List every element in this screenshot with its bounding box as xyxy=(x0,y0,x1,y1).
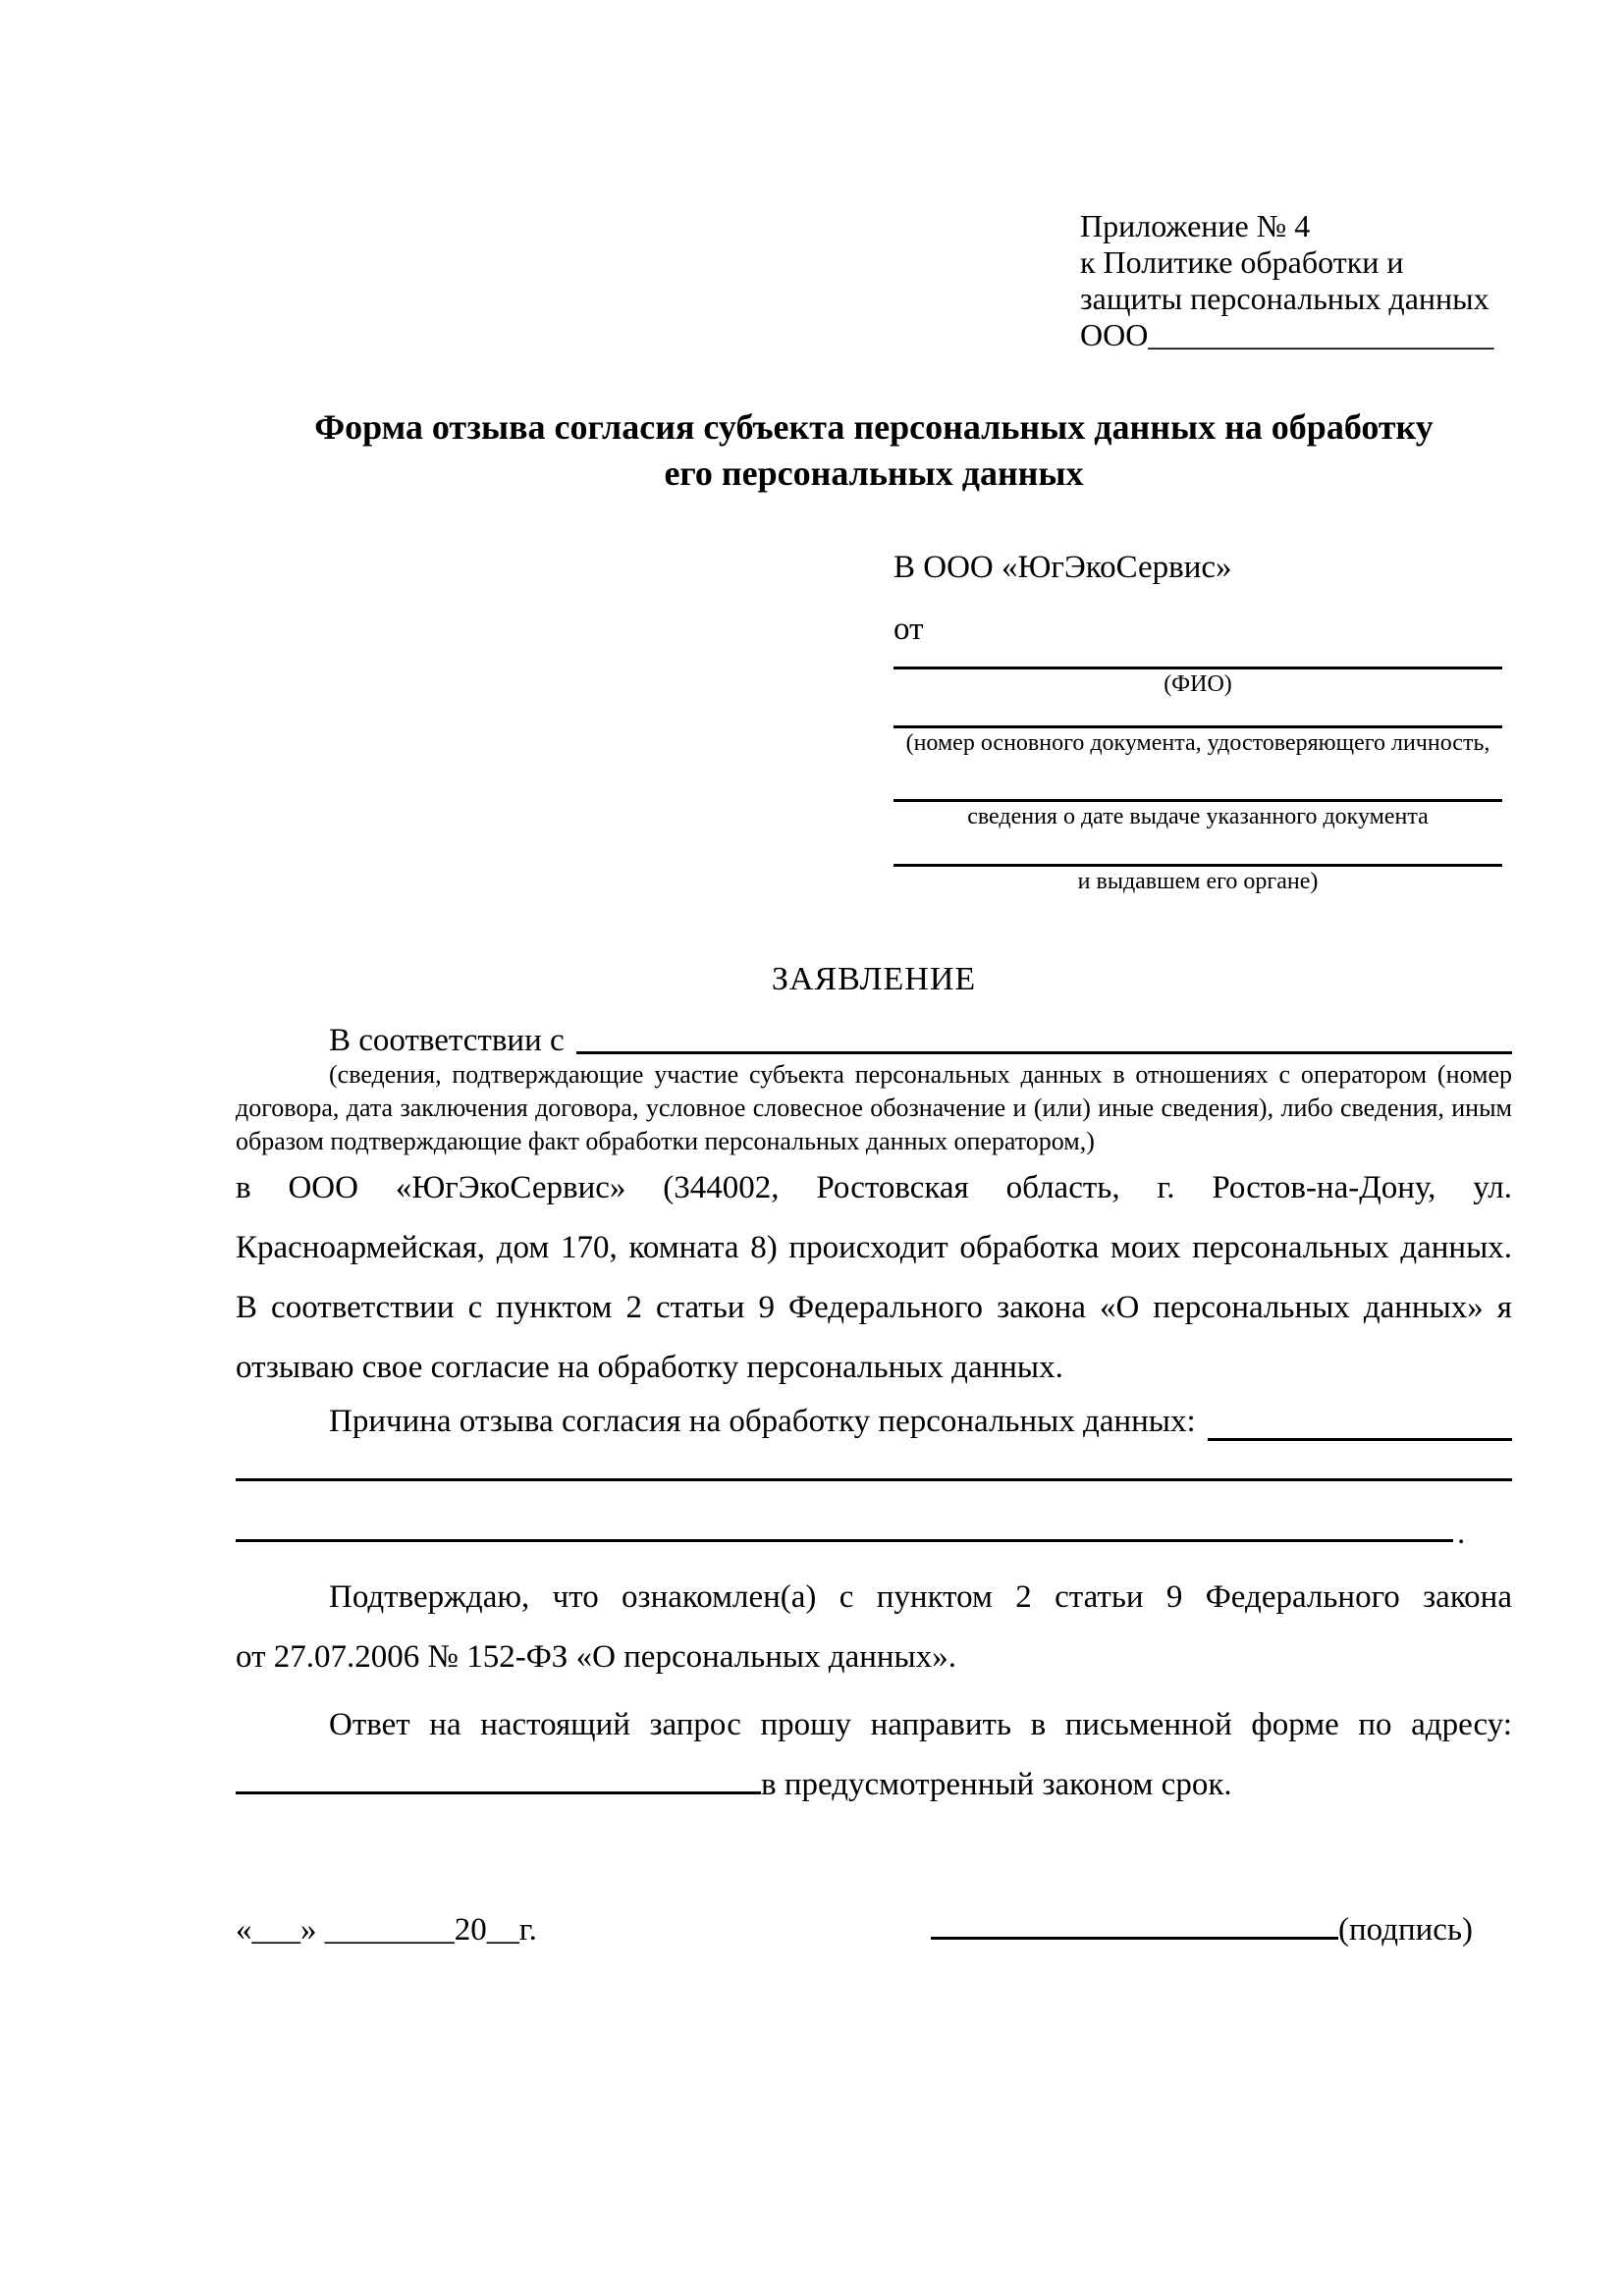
body-line-3: В соответствии с пунктом 2 статьи 9 Федерального закона «О персональных данных» я xyxy=(236,1290,1512,1325)
reason-blank-line-2[interactable] xyxy=(236,1478,1512,1481)
intro-row xyxy=(236,1021,1512,1060)
addressee-to: В ООО «ЮгЭкоСервис» xyxy=(893,550,1232,585)
title-line-2: его персональных данных xyxy=(664,454,1084,493)
issuing-authority-caption: и выдавшем его органе) xyxy=(1077,869,1319,894)
intro-footnote: (сведения, подтверждающие участие субъекта персональных данных в отношениях с оператором (номер договора, дата заключения договора, условное словесное обозначение и (или) иные сведения), либо сведения, иным образом подтверждающие факт обработки персональных данных оператором,) xyxy=(236,1060,1512,1155)
intro-blank-line[interactable] xyxy=(576,1051,1512,1054)
intro-prefix: В соответствии с xyxy=(329,1023,565,1058)
statement-heading: ЗАЯВЛЕНИЕ xyxy=(771,961,977,997)
confirm-line-2: от 27.07.2006 № 152-ФЗ «О персональных данных». xyxy=(236,1639,956,1675)
reason-blank-row-3 xyxy=(236,1516,1512,1551)
statement-body xyxy=(236,1158,1512,1398)
reason-row xyxy=(236,1394,1512,1449)
reply-suffix: в предусмотренный законом срок. xyxy=(761,1767,1232,1802)
signature-group xyxy=(931,1909,1473,1950)
reason-blank-line[interactable] xyxy=(1208,1438,1512,1441)
addressee-block xyxy=(893,550,1502,896)
reason-end-period: . xyxy=(1457,1516,1466,1551)
body-line-1: в ООО «ЮгЭкоСервис» (344002, Ростовская область, г. Ростов-на-Дону, ул. xyxy=(236,1170,1512,1205)
title-line-1: Форма отзыва согласия субъекта персональных данных на обработку xyxy=(314,407,1434,447)
body-line-2: Красноармейская, дом 170, комната 8) происходит обработка моих персональных данных. xyxy=(236,1230,1512,1265)
reason-blank-line-3[interactable] xyxy=(236,1539,1453,1542)
document-number-caption: (номер основного документа, удостоверяющего личность, xyxy=(905,730,1490,756)
confirmation-paragraph xyxy=(236,1568,1512,1687)
annex-company-blank[interactable]: ООО______________________ xyxy=(1080,317,1494,352)
from-label: от xyxy=(893,612,924,647)
confirm-line-1: Подтверждаю, что ознакомлен(а) с пунктом 2 статьи 9 Федерального закона xyxy=(329,1579,1512,1615)
annex-line-2: к Политике обработки и xyxy=(1080,244,1404,280)
annex-header xyxy=(1080,208,1512,353)
document-title xyxy=(236,404,1512,497)
reply-address-blank-line[interactable] xyxy=(236,1791,761,1794)
reply-paragraph xyxy=(236,1695,1512,1815)
body-line-4: отзываю свое согласие на обработку персональных данных. xyxy=(236,1350,1063,1385)
annex-line-1: Приложение № 4 xyxy=(1080,208,1311,243)
date-blank[interactable]: «___» ________20__г. xyxy=(236,1912,537,1948)
reply-line-1: Ответ на настоящий запрос прошу направить в письменной форме по адресу: xyxy=(329,1707,1512,1742)
issue-date-caption: сведения о дате выдаче указанного документа xyxy=(967,804,1429,829)
footer-row xyxy=(236,1909,1512,1950)
signature-blank-line[interactable] xyxy=(931,1937,1338,1940)
fio-blank-line[interactable] xyxy=(893,648,1502,669)
annex-line-3: защиты персональных данных xyxy=(1080,281,1489,316)
signature-caption: (подпись) xyxy=(1338,1912,1473,1948)
fio-caption: (ФИО) xyxy=(1164,671,1232,697)
reason-label: Причина отзыва согласия на обработку персональных данных: xyxy=(329,1404,1196,1439)
reply-line-2 xyxy=(236,1755,1512,1815)
